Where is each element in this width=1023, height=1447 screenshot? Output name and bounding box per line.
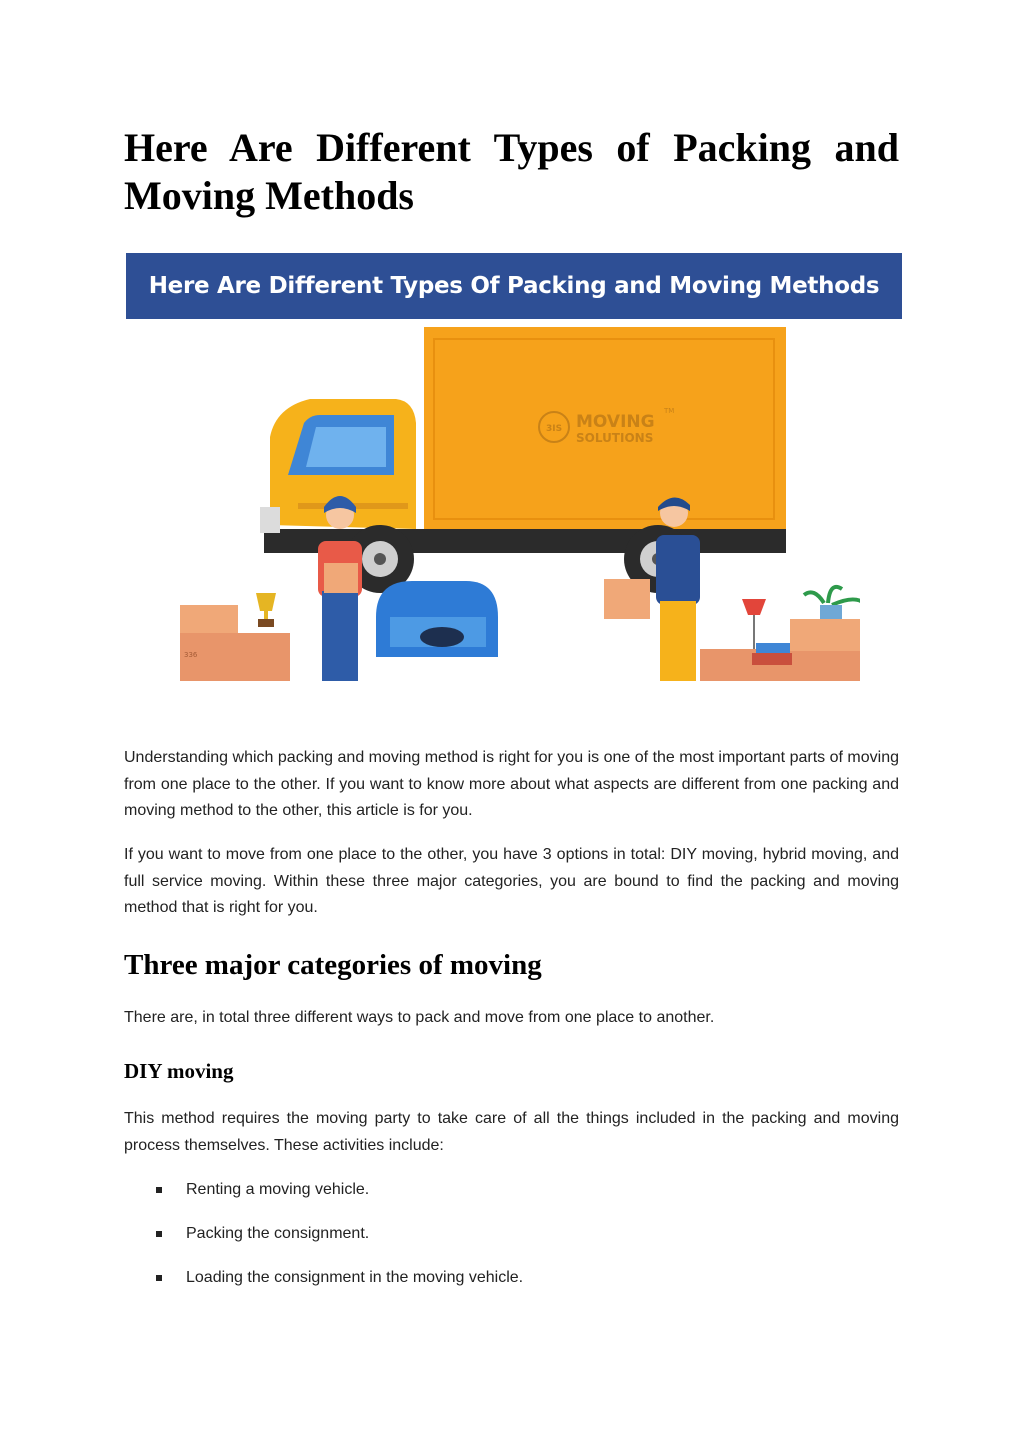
list-item	[124, 1221, 899, 1265]
list-item	[124, 1265, 899, 1309]
svg-text:3IS: 3IS	[545, 424, 563, 434]
options-paragraph: If you want to move from one place to the other, you have 3 options in total: DIY moving, hybrid moving, and full service moving. Within these three major categories, you are bound to find the packing and moving method that is right for you.	[124, 846, 899, 916]
ways-paragraph: There are, in total three different ways to pack and move from one place to another.	[124, 1009, 715, 1026]
diy-description-paragraph: This method requires the moving party to take care of all the things included in the packing and moving process themselves. These activities include:	[124, 1110, 899, 1154]
hero-image	[126, 253, 902, 681]
section-heading-categories: Three major categories of moving	[124, 949, 542, 981]
svg-text:336: 336	[184, 651, 198, 659]
intro-paragraph: Understanding which packing and moving method is right for you is one of the most important parts of moving from one place to the other. If you want to know more about what aspects are different from one packing and moving method to the other, this article is for you.	[124, 749, 899, 819]
subheading-diy-moving: DIY moving	[124, 1059, 234, 1083]
diy-activities-list	[124, 1177, 899, 1309]
bullet-square-icon	[156, 1275, 162, 1281]
list-item-text: Renting a moving vehicle.	[186, 1181, 370, 1198]
bullet-square-icon	[156, 1231, 162, 1237]
bullet-square-icon	[156, 1187, 162, 1193]
list-item-text: Loading the consignment in the moving vehicle.	[186, 1269, 524, 1286]
hero-banner-text: Here Are Different Types Of Packing and Moving Methods	[148, 273, 880, 299]
hero-banner	[126, 253, 902, 319]
svg-text:TM: TM	[664, 407, 675, 415]
moving-truck-illustration	[180, 327, 860, 681]
svg-text:MOVING: MOVING	[576, 412, 655, 432]
list-item	[124, 1177, 899, 1221]
blue-armchair	[376, 581, 498, 657]
svg-text:SOLUTIONS: SOLUTIONS	[576, 431, 654, 445]
list-item-text: Packing the consignment.	[186, 1225, 370, 1242]
page-title: Here Are Different Types of Packing and Moving Methods	[124, 125, 899, 218]
